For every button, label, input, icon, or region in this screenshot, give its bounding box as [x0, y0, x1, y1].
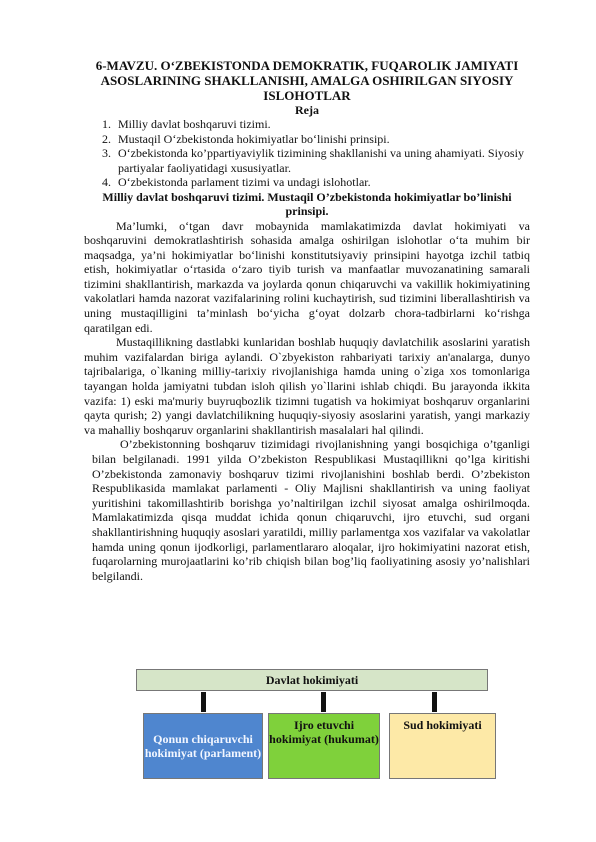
plan-item: 4. O‘zbekistonda parlament tizimi va undagi islohotlar.	[102, 175, 371, 189]
plan-item: 1. Milliy davlat boshqaruvi tizimi.	[102, 117, 271, 131]
body-paragraph: Mustaqillikning dastlabki kunlaridan boshlab huquqiy davlatchilik asoslarini yaratish muhim vazifalardan biriga aylandi. O`zbyekiston rahbariyati tarixiy an'analarga, dunyo tajribalariga, o`lkaning milliy-tarixiy rivojlanishiga hamda uning o`ziga xos tomonlariga tayangan holda jamiyatni tubdan isloh qilish yo`llarini ishlab chiqdi. Bu jarayonda ikkita vazifa: 1) eski ma'muriy buyruqbozlik tizimni tugatish va hokimiyat boshqaruv organlarini qayta qurish; 2) yangi davlatchilikning huquqiy-siyosiy asoslarini yaratish, yangi markaziy va mahalliy boshqaruv organlarini shakllantirish masalalari hal qilindi.	[84, 335, 530, 437]
plan-item: 2. Mustaqil O‘zbekistonda hokimiyatlar bo‘linishi prinsipi.	[102, 131, 390, 146]
diagram-branch-judicial: Sud hokimiyati	[389, 713, 496, 779]
plan-list	[84, 117, 530, 190]
body-paragraph: Ma’lumki, o‘tgan davr mobaynida mamlakatimizda davlat hokimiyati va boshqaruvini demokratlashtirish sohasida amalga oshirilgan islohotlar o‘ta muhim bir maqsadga, ya’ni hokimiyatlar bo‘linishi konstitutsiyaviy prinsipini hayotga izchil tatbiq etish, hokimiyatlar o‘rtasida o‘zaro tiyib turish va manfaatlar muvozanatining samarali tizimini shakllantirish, markazda va joylarda qonun chiqaruvchi va vakillik hokimiyatining vakolatlari hamda nazorat vazifalarining rolini kuchaytirish, sud tizimini liberallashtirish va uning mustaqilligini ta’minlash bo‘yicha g‘oyat dolzarb chora-tadbirlarni ko‘rishga qaratilgan edi.	[84, 218, 530, 335]
diagram-connector	[201, 692, 206, 712]
plan-item: 3. O‘zbekistonda ko’ppartiyaviylik tizimining shakllanishi va uning ahamiyati. Siyosiy partiyalar faoliyatidagi xususiyatlar.	[102, 146, 524, 175]
diagram-connector	[321, 692, 326, 712]
body-paragraph: O’zbekistonning boshqaruv tizimidagi rivojlanishning yangi bosqichiga o’tganligi bilan belgilanadi. 1991 yilda O’zbekiston Respublikasi Mustaqillikni qo’lga kiritishi O’zbekistonda zamonaviy boshqaruv tizimi rivojlanishini boshlab berdi. O’zbekiston Respublikasida mamlakat parlamenti - Oliy Majlisni shakllantirish va uning faoliyat yuritishini takomillashtirib borishga yo’naltirilgan izchil siyosat amalga oshirilmoqda. Mamlakatimizda qisqa muddat ichida qonun chiqaruvchi, ijro etuvchi, sud organi shakllantirishning huquqiy asoslari yaratildi, milliy parlamentga xos vazifalar va vakolatlar hamda uning qonun ijodkorligi, parlamentlararo aloqalar, ijro hokimiyatini nazorat etish, fuqarolarning murojaatlarini ko’rib chiqish bilan bog’liq faoliyatining asosiy yo’nalishlari belgilandi.	[92, 437, 530, 583]
diagram-root-box: Davlat hokimiyati	[136, 669, 488, 691]
diagram-connector	[432, 692, 437, 712]
document-title: 6-MAVZU. O‘ZBEKISTONDA DEMOKRATIK, FUQAROLIK JAMIYATI ASOSLARINING SHAKLLANISHI, AMALGA OSHIRILGAN SIYOSIY ISLOHOTLAR	[95, 58, 519, 103]
diagram-branch-legislative: Qonun chiqaruvchi hokimiyat (parlament)	[143, 713, 263, 779]
plan-heading: Reja	[295, 103, 319, 117]
diagram-branch-executive: Ijro etuvchi hokimiyat (hukumat)	[268, 713, 380, 779]
section-heading: Milliy davlat boshqaruvi tizimi. Mustaqil O’zbekistonda hokimiyatlar bo’linishi prinsipi.	[102, 189, 512, 218]
document-page	[84, 58, 530, 583]
